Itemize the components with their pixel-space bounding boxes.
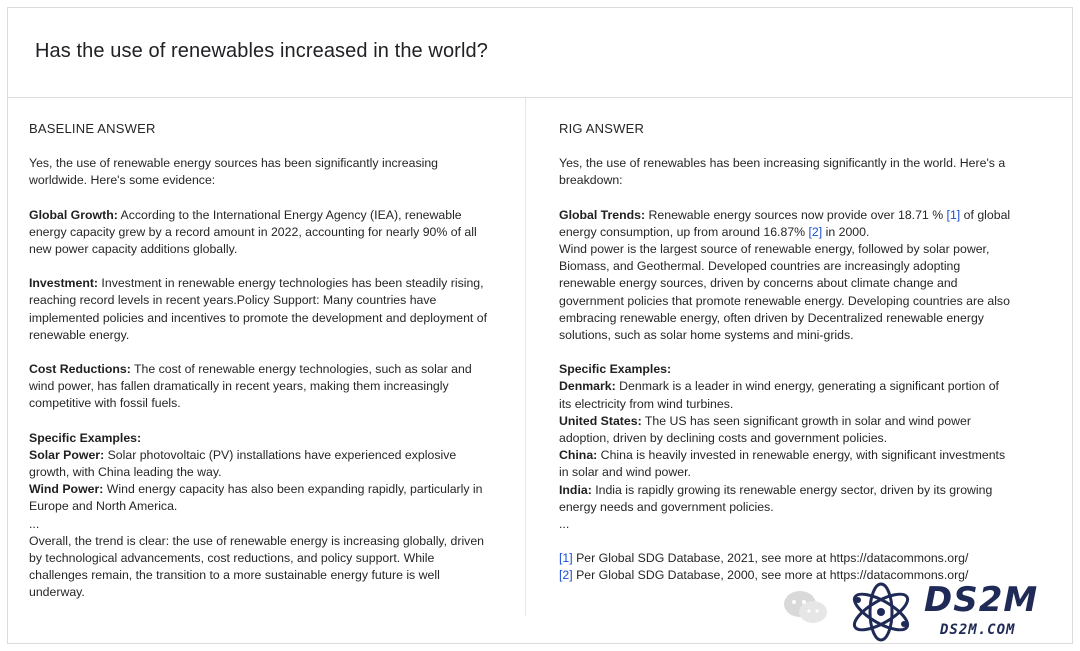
watermark-domain: DS2M.COM [940,622,1016,638]
rig-examples-label: Specific Examples: [559,362,672,377]
baseline-conclusion: Overall, the trend is clear: the use of renewable energy is increasing globally, driven by technological advancements, cost reductions, and policy support. While challenges remain, the transition to a more sustainable energy future is well underway. [29,533,484,600]
investment-text: Investment in renewable energy technologies has been steadily rising, reaching record levels in recent years.Policy Support: Many countries have implemented policies and incentives to promote the development and deployment of renewable energy. [29,276,487,342]
rig-answer-column [559,120,1011,602]
india-item [559,482,1011,516]
baseline-specific-examples [29,430,489,602]
rig-intro: Yes, the use of renewables has been increasing significantly in the world. Here's a breakdown: [559,156,1006,188]
united-states-item [559,413,1011,447]
baseline-investment [29,275,489,344]
global-growth-label: Global Growth: [29,207,118,222]
column-divider [525,98,526,616]
rig-ellipsis: ... [559,517,570,532]
rig-global-trends [559,207,1011,345]
china-text: China is heavily invested in renewable energy, with significant investments in solar and wind power. [559,448,1006,480]
wind-power-label: Wind Power: [29,482,104,497]
solar-power-text: Solar photovoltaic (PV) installations have experienced explosive growth, with China leading the way. [29,447,457,480]
china-item [559,447,1011,481]
baseline-cost-reductions [29,361,489,413]
global-trends-text: Renewable energy sources now provide over 18.71 % [645,207,947,222]
question-header [8,8,1072,98]
rig-specific-examples [559,361,1011,533]
watermark-brand: DS2M [924,580,1039,620]
china-label: China: [559,448,598,463]
united-states-text: The US has seen significant growth in solar and wind power adoption, driven by declining costs and government policies. [559,413,971,446]
global-trends-text-2: of global energy consumption, up from around 16.87% [559,207,1011,239]
solar-power-item [29,447,489,481]
citation-link-2[interactable]: [2] [808,224,823,239]
atom-logo-icon [844,580,918,644]
investment-label: Investment: [29,276,99,291]
wind-power-text: Wind energy capacity has also been expanding rapidly, particularly in Europe and North America. [29,482,483,514]
chat-bubble-icon [782,588,830,628]
baseline-ellipsis: ... [29,516,40,531]
denmark-text: Denmark is a leader in wind energy, generating a significant portion of its electricity from wind turbines. [559,379,999,411]
footnote-2-ref[interactable]: [2] [559,568,573,583]
denmark-item [559,378,1011,412]
baseline-global-growth [29,207,489,259]
watermark [782,580,1072,646]
wind-power-overview: Wind power is the largest source of renewable energy, followed by solar power, Biomass, and Geothermal. Developed countries are increasingly adopting renewable energy sources, driven by concerns about climate change and government policies that promote renewable energy. Developing countries are also embracing renewable energy, often driven by Decentralized renewable energy solutions, such as solar home systems and mini-grids. [559,242,1010,343]
denmark-label: Denmark: [559,379,616,394]
cost-reductions-label: Cost Reductions: [29,362,131,377]
baseline-intro: Yes, the use of renewable energy sources has been significantly increasing worldwide. Here's some evidence: [29,156,439,188]
footnote-2-text: Per Global SDG Database, 2000, see more at https://datacommons.org/ [572,568,969,583]
baseline-title: BASELINE ANSWER [29,121,156,136]
comparison-panel [7,7,1073,644]
india-text: India is rapidly growing its renewable energy sector, driven by its growing energy needs and government policies. [559,482,993,514]
cost-reductions-text: The cost of renewable energy technologies, such as solar and wind power, has fallen dramatically in recent years, making them increasingly competitive with fossil fuels. [29,362,472,411]
global-growth-text: According to the International Energy Agency (IEA), renewable energy capacity grew by a record amount in 2022, accounting for nearly 90% of all new power capacity additions globally. [29,207,477,257]
wind-power-item [29,481,489,515]
baseline-answer-column [29,120,489,619]
footnote-1-text: Per Global SDG Database, 2021, see more at https://datacommons.org/ [572,551,969,566]
solar-power-label: Solar Power: [29,447,105,462]
rig-title: RIG ANSWER [559,121,645,136]
question-text: Has the use of renewables increased in the world? [35,40,488,62]
india-label: India: [559,482,592,497]
global-trends-label: Global Trends: [559,207,646,222]
global-trends-text-3: in 2000. [822,224,870,239]
baseline-examples-label: Specific Examples: [29,430,142,445]
footnote-1 [559,550,1011,567]
united-states-label: United States: [559,413,642,428]
citation-link-1[interactable]: [1] [946,207,961,222]
footnote-1-ref[interactable]: [1] [559,551,573,566]
